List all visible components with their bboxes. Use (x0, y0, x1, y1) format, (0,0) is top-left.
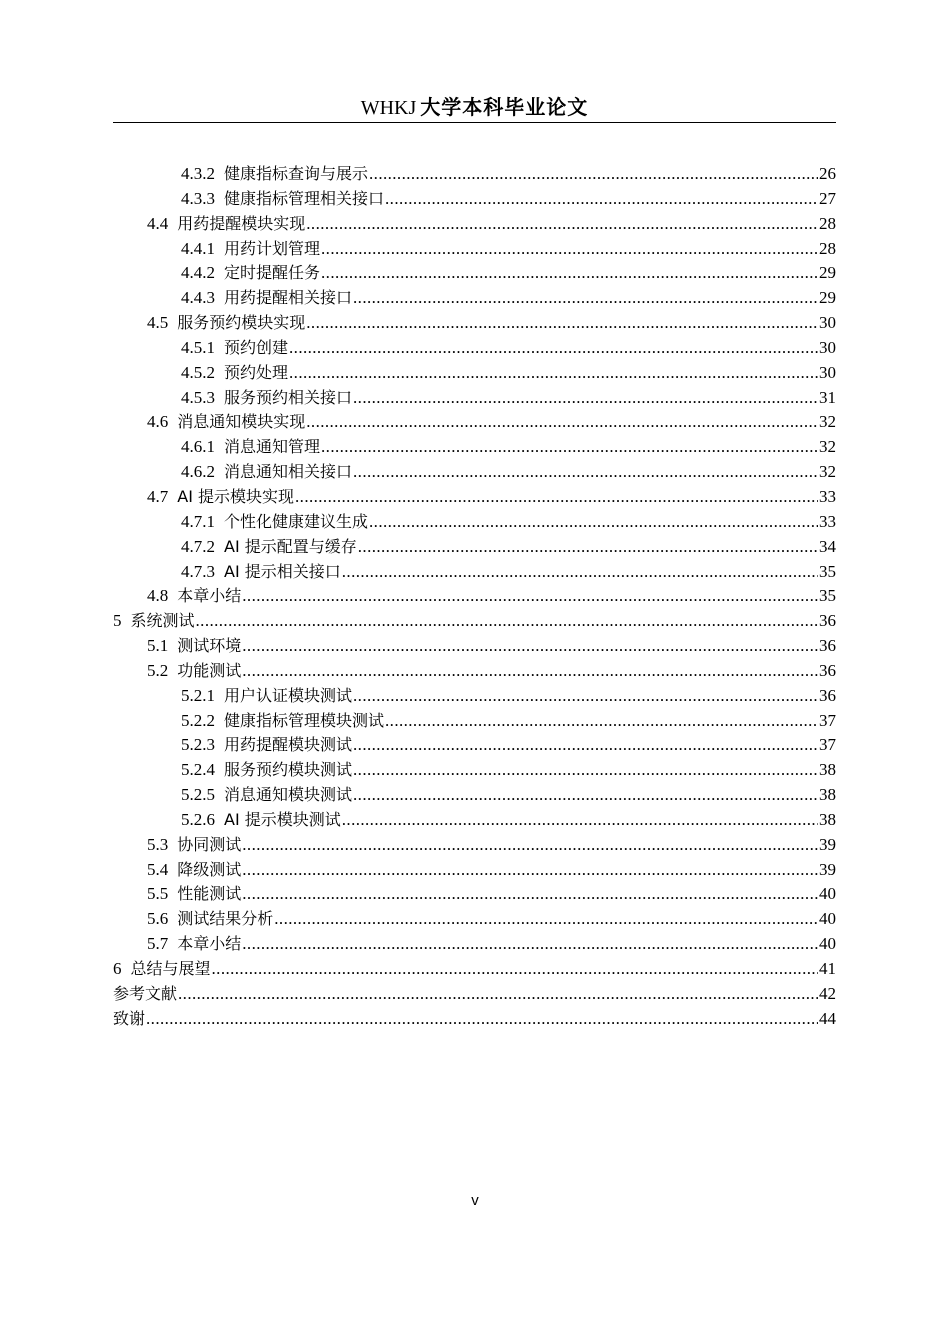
toc-dot-leader (306, 311, 818, 336)
toc-entry-page: 38 (819, 785, 836, 805)
toc-entry-number: 5 (113, 611, 122, 631)
toc-entry[interactable] (113, 212, 836, 237)
toc-dot-leader (212, 957, 818, 982)
toc-entry-title: 消息通知模块测试 (224, 785, 353, 805)
toc-dot-leader (353, 783, 818, 808)
toc-entry-number: 5.2.3 (181, 735, 215, 755)
toc-dot-leader (358, 535, 818, 560)
toc-entry-page: 41 (819, 959, 836, 978)
toc-entry-title: 性能测试 (177, 884, 242, 904)
toc-entry-title: 健康指标管理模块测试 (224, 710, 385, 730)
toc-entry-title: 用户认证模块测试 (224, 685, 353, 705)
toc-entry[interactable] (113, 560, 836, 585)
toc-dot-leader (242, 659, 818, 684)
toc-entry-page: 40 (819, 934, 836, 954)
table-of-contents (113, 162, 836, 1032)
toc-entry-page: 30 (819, 337, 836, 357)
toc-dot-leader (342, 808, 818, 833)
toc-entry[interactable] (113, 237, 836, 262)
toc-entry-title: 总结与展望 (130, 959, 211, 978)
toc-entry[interactable] (113, 361, 836, 386)
toc-entry-title: 消息通知相关接口 (224, 462, 353, 482)
toc-entry-title: 消息通知管理 (224, 437, 321, 457)
toc-entry[interactable] (113, 460, 836, 485)
toc-entry-title: 本章小结 (177, 934, 242, 954)
toc-entry[interactable] (113, 659, 836, 684)
toc-entry-title: 服务预约模块实现 (177, 313, 306, 333)
toc-entry-page: 37 (819, 735, 836, 755)
toc-entry[interactable] (113, 634, 836, 659)
toc-entry[interactable] (113, 584, 836, 609)
toc-dot-leader (353, 286, 818, 311)
toc-entry-page: 32 (819, 462, 836, 482)
toc-entry-number: 4.7.3 (181, 561, 215, 581)
toc-entry[interactable] (113, 684, 836, 709)
toc-entry-number: 5.3 (147, 834, 169, 854)
toc-entry-title: AI 提示模块实现 (177, 486, 295, 506)
toc-dot-leader (306, 212, 818, 237)
toc-entry-number: 4.3.3 (181, 188, 215, 208)
toc-entry-number: 4.3.2 (181, 164, 215, 183)
toc-entry-page: 38 (819, 760, 836, 780)
toc-dot-leader (385, 187, 818, 212)
toc-entry-page: 35 (819, 586, 836, 606)
toc-entry-page: 32 (819, 437, 836, 457)
toc-entry-page: 28 (819, 238, 836, 258)
toc-entry[interactable] (113, 535, 836, 560)
toc-dot-leader (369, 162, 818, 187)
toc-dot-leader (146, 1007, 818, 1032)
toc-entry[interactable] (113, 386, 836, 411)
toc-entry-title: 健康指标查询与展示 (224, 164, 369, 183)
toc-entry[interactable] (113, 1007, 836, 1032)
toc-entry-page: 26 (819, 164, 836, 183)
toc-entry-page: 35 (819, 561, 836, 581)
toc-entry-number: 4.6.1 (181, 437, 215, 457)
toc-entry[interactable] (113, 485, 836, 510)
toc-dot-leader (242, 634, 818, 659)
toc-entry-title: 用药提醒相关接口 (224, 288, 353, 308)
toc-entry-page: 31 (819, 387, 836, 407)
toc-entry-page: 29 (819, 288, 836, 308)
toc-entry[interactable] (113, 833, 836, 858)
toc-dot-leader (342, 560, 818, 585)
toc-entry[interactable] (113, 758, 836, 783)
toc-entry[interactable] (113, 435, 836, 460)
toc-entry-title: 服务预约相关接口 (224, 387, 353, 407)
toc-dot-leader (306, 410, 818, 435)
toc-entry-number: 4.7.2 (181, 536, 215, 556)
toc-entry-page: 40 (819, 884, 836, 904)
toc-dot-leader (295, 485, 818, 510)
toc-entry-page: 33 (819, 486, 836, 506)
toc-entry-title: AI 提示配置与缓存 (224, 536, 357, 556)
toc-entry[interactable] (113, 882, 836, 907)
toc-entry-number: 4.4.3 (181, 288, 215, 308)
toc-entry-page: 36 (819, 611, 836, 631)
toc-entry-page: 32 (819, 412, 836, 432)
toc-entry-title: 定时提醒任务 (224, 263, 321, 283)
toc-entry[interactable] (113, 709, 836, 734)
toc-entry[interactable] (113, 336, 836, 361)
toc-entry-title: 测试环境 (177, 636, 242, 656)
toc-dot-leader (321, 435, 818, 460)
toc-entry-number: 5.7 (147, 934, 169, 954)
toc-entry-number: 5.4 (147, 859, 169, 879)
toc-entry-number: 5.2 (147, 660, 169, 680)
toc-entry-page: 36 (819, 685, 836, 705)
toc-entry-number: 5.5 (147, 884, 169, 904)
toc-entry[interactable] (113, 733, 836, 758)
toc-entry-title: AI 提示模块测试 (224, 809, 341, 829)
page-number: v (471, 1192, 479, 1209)
toc-entry-title: 测试结果分析 (177, 909, 274, 929)
toc-entry-title: AI 提示相关接口 (224, 561, 341, 581)
toc-entry-number: 6 (113, 959, 122, 978)
toc-entry[interactable] (113, 286, 836, 311)
toc-entry-number: 5.2.5 (181, 785, 215, 805)
toc-entry[interactable] (113, 783, 836, 808)
toc-entry-title: 用药提醒模块测试 (224, 735, 353, 755)
toc-entry-number: 4.5.3 (181, 387, 215, 407)
toc-entry[interactable] (113, 907, 836, 932)
toc-entry-number: 4.4.1 (181, 238, 215, 258)
toc-entry-number: 5.2.1 (181, 685, 215, 705)
toc-entry[interactable] (113, 162, 836, 187)
toc-entry[interactable] (113, 187, 836, 212)
toc-entry[interactable] (113, 261, 836, 286)
toc-entry-page: 38 (819, 809, 836, 829)
toc-entry-page: 28 (819, 213, 836, 233)
toc-entry[interactable] (113, 510, 836, 535)
toc-entry-title: 系统测试 (130, 611, 195, 631)
toc-entry-page: 36 (819, 660, 836, 680)
toc-dot-leader (196, 609, 818, 634)
toc-entry[interactable] (113, 957, 836, 982)
toc-entry-number: 5.2.2 (181, 710, 215, 730)
toc-entry-title: 健康指标管理相关接口 (224, 188, 385, 208)
toc-entry-page: 42 (819, 983, 836, 1003)
toc-dot-leader (385, 709, 818, 734)
toc-entry-number: 4.4 (147, 213, 169, 233)
toc-dot-leader (242, 858, 818, 883)
toc-dot-leader (242, 833, 818, 858)
toc-entry[interactable] (113, 410, 836, 435)
toc-dot-leader (353, 460, 818, 485)
header-title-text: 大学本科毕业论文 (420, 95, 589, 119)
toc-entry-title: 预约处理 (224, 362, 289, 382)
toc-entry-number: 4.6 (147, 412, 169, 432)
toc-entry-page: 44 (819, 1008, 836, 1028)
toc-entry-title: 用药提醒模块实现 (177, 213, 306, 233)
toc-entry-page: 40 (819, 909, 836, 929)
toc-entry-page: 36 (819, 636, 836, 656)
toc-entry-number: 5.2.4 (181, 760, 215, 780)
toc-entry[interactable] (113, 858, 836, 883)
toc-entry-number: 5.1 (147, 636, 169, 656)
toc-dot-leader (289, 336, 818, 361)
toc-entry-number: 4.8 (147, 586, 169, 606)
toc-entry-number: 4.5.1 (181, 337, 215, 357)
toc-dot-leader (321, 237, 818, 262)
toc-entry[interactable] (113, 982, 836, 1007)
toc-entry-number: 4.5 (147, 313, 169, 333)
toc-entry-page: 29 (819, 263, 836, 283)
toc-dot-leader (242, 932, 818, 957)
page-header (113, 92, 836, 123)
toc-entry-number: 4.5.2 (181, 362, 215, 382)
toc-entry-title: 本章小结 (177, 586, 242, 606)
toc-entry-title: 降级测试 (177, 859, 242, 879)
toc-entry-page: 37 (819, 710, 836, 730)
toc-entry[interactable] (113, 808, 836, 833)
toc-entry-page: 39 (819, 834, 836, 854)
toc-entry-page: 34 (819, 536, 836, 556)
toc-dot-leader (178, 982, 818, 1007)
toc-entry-number: 5.6 (147, 909, 169, 929)
toc-entry-title: 预约创建 (224, 337, 289, 357)
toc-dot-leader (353, 758, 818, 783)
toc-entry-number: 4.4.2 (181, 263, 215, 283)
toc-dot-leader (274, 907, 818, 932)
toc-entry[interactable] (113, 609, 836, 634)
toc-entry-number: 5.2.6 (181, 809, 215, 829)
toc-dot-leader (369, 510, 818, 535)
toc-entry-number: 4.7.1 (181, 511, 215, 531)
toc-entry-title: 服务预约模块测试 (224, 760, 353, 780)
toc-entry-page: 33 (819, 511, 836, 531)
toc-entry[interactable] (113, 932, 836, 957)
toc-entry-title: 协同测试 (177, 834, 242, 854)
toc-dot-leader (321, 261, 818, 286)
toc-entry-title: 个性化健康建议生成 (224, 511, 369, 531)
toc-entry[interactable] (113, 311, 836, 336)
toc-dot-leader (353, 733, 818, 758)
toc-dot-leader (289, 361, 818, 386)
toc-dot-leader (242, 882, 818, 907)
toc-entry-title: 用药计划管理 (224, 238, 321, 258)
toc-dot-leader (242, 584, 818, 609)
toc-entry-title: 致谢 (113, 1008, 146, 1028)
header-latin-text: WHKJ (360, 97, 417, 119)
toc-entry-title: 功能测试 (177, 660, 242, 680)
toc-entry-title: 参考文献 (113, 983, 178, 1003)
toc-entry-page: 27 (819, 188, 836, 208)
toc-entry-page: 39 (819, 859, 836, 879)
toc-entry-page: 30 (819, 362, 836, 382)
toc-dot-leader (353, 684, 818, 709)
toc-entry-page: 30 (819, 313, 836, 333)
toc-entry-title: 消息通知模块实现 (177, 412, 306, 432)
toc-entry-number: 4.6.2 (181, 462, 215, 482)
toc-entry-number: 4.7 (147, 486, 169, 506)
toc-dot-leader (353, 386, 818, 411)
